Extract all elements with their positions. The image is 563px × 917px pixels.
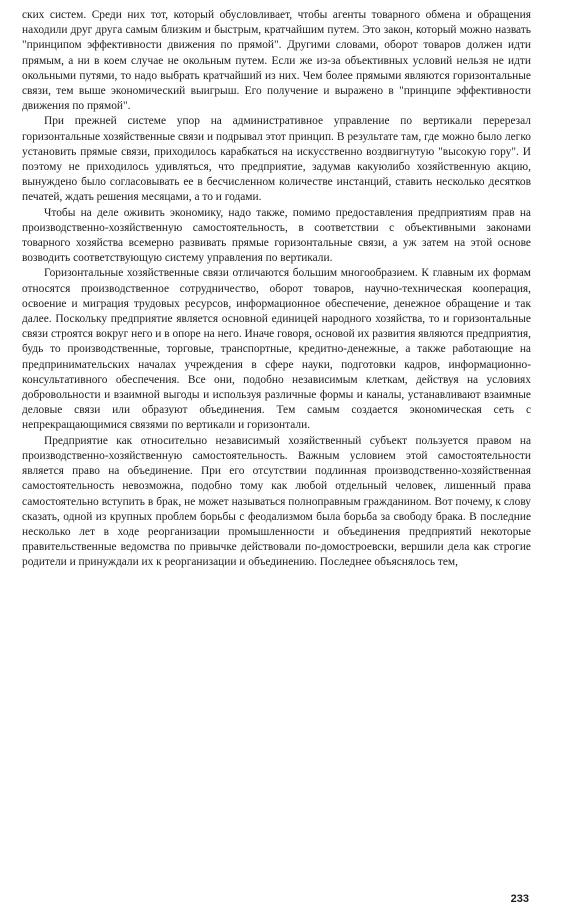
page-number: 233	[510, 893, 529, 905]
paragraph-2: При прежней системе упор на административное управление по вертикали перерезал горизонтальные хозяйственные связи и подрывал этот принцип. В результате там, где можно было легко установить прямые связи, приходилось карабкаться на искусственно воздвигнутую "высокую гору". И поэтому не приходилось удивляться, что предприятие, задумав какуюлибо хозяйственную акцию, вынуждено было согласовывать ее в бесчисленном количестве инстанций, ставить несколько десятков печатей, ждать решения месяцами, а то и годами.	[22, 115, 531, 204]
paragraph-5: Предприятие как относительно независимый хозяйственный субъект пользуется правом на производственно-хозяйственную самостоятельность. Важным условием этой самостоятельности является право на объединение. При его отсутствии подлинная производственно-хозяйственная самостоятельность невозможна, подобно тому как любой отдельный человек, лишенный права самостоятельно вступить в брак, не может называться полноправным гражданином. Вот почему, к слову сказать, одной из крупных проблем борьбы с феодализмом была борьба за свободу брака. В последние несколько лет в ходе реорганизации промышленности и объединения предприятий некоторые правительственные ведомства по привычке действовали по-домостроевски, вершили дела как строгие родители и принуждали их к реорганизации и объединению. Последнее объяснялось тем,	[22, 434, 531, 569]
body-text	[22, 8, 531, 571]
paragraph-3: Чтобы на деле оживить экономику, надо также, помимо предоставления предприятиям прав на производственно-хозяйственную самостоятельность, в соответствии с объективными законами товарного хозяйства всемерно развивать прямые горизонтальные связи, а уж затем на этой основе возводить соответствующую систему управления по вертикали.	[22, 206, 531, 265]
paragraph-1: ских систем. Среди них тот, который обусловливает, чтобы агенты товарного обмена и обращения находили друг друга самым близким и быстрым, кратчайшим путем. Это закон, который можно назвать "принципом эффективности движения по прямой". Другими словами, оборот товаров должен идти прямым, а ни в коем случае не окольным путем. Если же из-за объективных условий нельзя не идти окольными путями, то надо выбрать кратчайший из них. Чем более прямыми являются горизонтальные связи, тем выше экономический выигрыш. Его получение и выражено в "принципе эффективности движения по прямой".	[22, 9, 531, 113]
paragraph-4: Горизонтальные хозяйственные связи отличаются большим многообразием. К главным их формам относятся производственное сотрудничество, оборот товаров, научно-техническая кооперация, освоение и миграция трудовых ресурсов, информационное обеспечение, денежное обращение и так далее. Поскольку предприятие является основной единицей народного хозяйства, то и горизонтальные связи строятся вокруг него и в опоре на него. Иначе говоря, основой их развития являются предприятия, будь то производственные, торговые, транспортные, кредитно-денежные, а также работающие на предпринимательских началах учреждения в сфере науки, подготовки кадров, информационно-консультативного обеспечения. Все они, подобно независимым клеткам, действуя на условиях добровольности и взаимной выгоды и используя различные формы и каналы, устанавливают взаимные деловые связи или образуют объединения. Тем самым создается экономическая сеть с непрекращающимися связями по вертикали и горизонтали.	[22, 267, 531, 432]
